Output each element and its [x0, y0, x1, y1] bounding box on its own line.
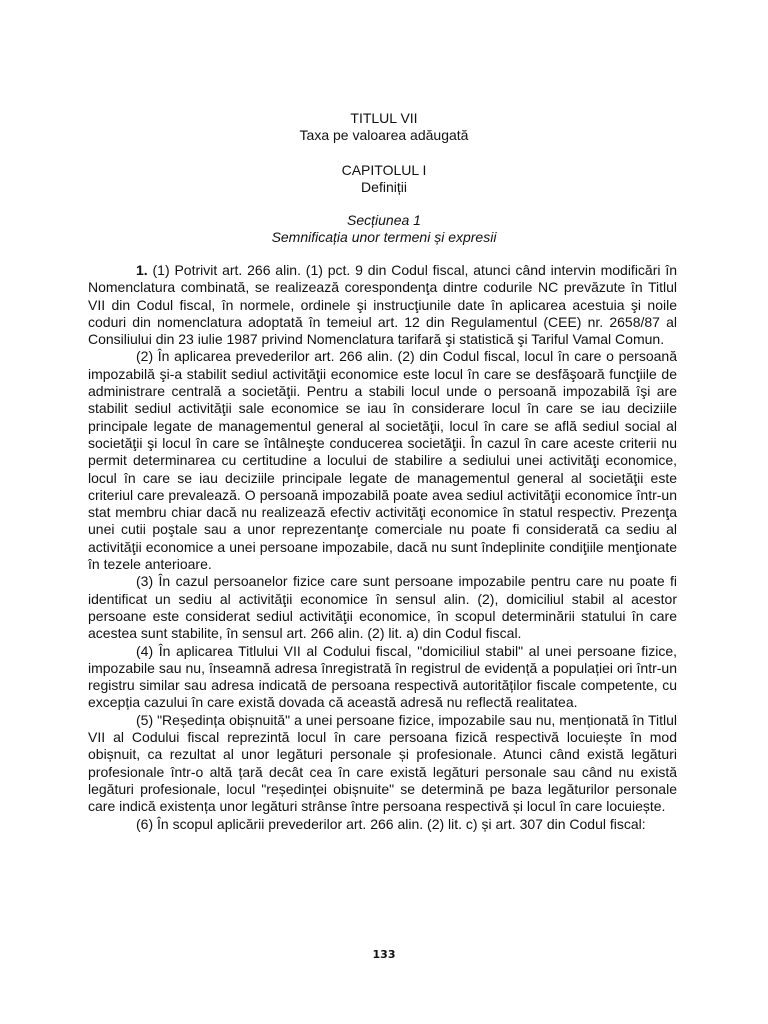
title-name: Taxa pe valoarea adăugată	[299, 127, 469, 143]
article-paragraph-1: 1. (1) Potrivit art. 266 alin. (1) pct. 9 din Codul fiscal, atunci când intervin modificări în Nomenclatura combinată, se realizează corespondenţa dintre codurile NC prevăzute în Titlul VII din Codul fiscal, în normele, ordinele şi instrucţiunile date în aplicarea acestuia şi noile coduri din nomenclatura adoptată în temeiul art. 12 din Regulamentul (CEE) nr. 2658/87 al Consiliului din 23 iulie 1987 privind Nomenclatura tarifară şi statistică şi Tariful Vamal Comun.	[88, 262, 677, 348]
chapter-name: Definiții	[361, 179, 407, 195]
article-paragraph-3: (3) În cazul persoanelor fizice care sunt persoane impozabile pentru care nu poate fi identificat un sediu al activităţii economice în sensul alin. (2), domiciliul stabil al acestor persoane este considerat sediul activităţii economice, în scopul determinării statului în care acestea sunt stabilite, în sensul art. 266 alin. (2) lit. a) din Codul fiscal.	[88, 573, 677, 642]
title-heading	[0, 110, 768, 144]
article-paragraph-2: (2) În aplicarea prevederilor art. 266 alin. (2) din Codul fiscal, locul în care o persoană impozabilă şi-a stabilit sediul activităţii economice este locul în care se desfăşoară funcţiile de administrare centrală a societăţii. Pentru a stabili locul unde o persoană impozabilă îşi are stabilit sediul activităţii sale economice se iau în considerare locul în care se iau deciziile principale legate de managementul general al societăţii, locul în care se află sediul social al societăţii şi locul în care se întâlneşte conducerea societăţii. În cazul în care aceste criterii nu permit determinarea cu certitudine a locului de stabilire a sediului unei activităţi economice, locul în care se iau deciziile principale legate de managementul general al societăţii este criteriul care prevalează. O persoană impozabilă poate avea sediul activităţii economice într-un stat membru chiar dacă nu realizează efectiv activităţi economice în statul respectiv. Prezenţa unei cutii poştale sau a unor reprezentanţe comerciale nu poate fi considerată ca sediu al activităţii economice a unei persoane impozabile, dacă nu sunt îndeplinite condiţiile menţionate în tezele anterioare.	[88, 348, 677, 573]
article-body	[88, 262, 677, 833]
chapter-number: CAPITOLUL I	[341, 162, 427, 178]
article-paragraph-6: (6) În scopul aplicării prevederilor art. 266 alin. (2) lit. c) și art. 307 din Codul fiscal:	[136, 815, 646, 832]
section-number: Secțiunea 1	[347, 212, 421, 228]
article-paragraph-4: (4) În aplicarea Titlului VII al Codului fiscal, "domiciliul stabil" al unei persoane fizice, impozabile sau nu, înseamnă adresa înregistrată în registrul de evidență a populației ori într-un registru similar sau adresa indicată de persoana respectivă autorităților fiscale competente, cu excepția cazului în care există dovada că această adresă nu reflectă realitatea.	[88, 642, 677, 711]
chapter-heading	[0, 162, 768, 196]
section-heading	[0, 212, 768, 246]
page-number: 133	[372, 948, 396, 961]
title-number: TITLUL VII	[350, 110, 418, 126]
article-number: 1.	[136, 262, 148, 278]
section-name: Semnificația unor termeni și expresii	[271, 229, 497, 245]
article-paragraph-5: (5) "Reședința obișnuită" a unei persoane fizice, impozabile sau nu, menționată în Titlul VII al Codului fiscal reprezintă locul în care persoana fizică respectivă locuiește în mod obișnuit, ca rezultat al unor legături personale și profesionale. Atunci când există legături profesionale într-o altă țară decât cea în care există legături personale sau când nu există legături profesionale, locul "reședinței obișnuite" se determină pe baza legăturilor personale care indică existența unor legături strânse între persoana respectivă și locul în care locuiește.	[88, 711, 677, 815]
